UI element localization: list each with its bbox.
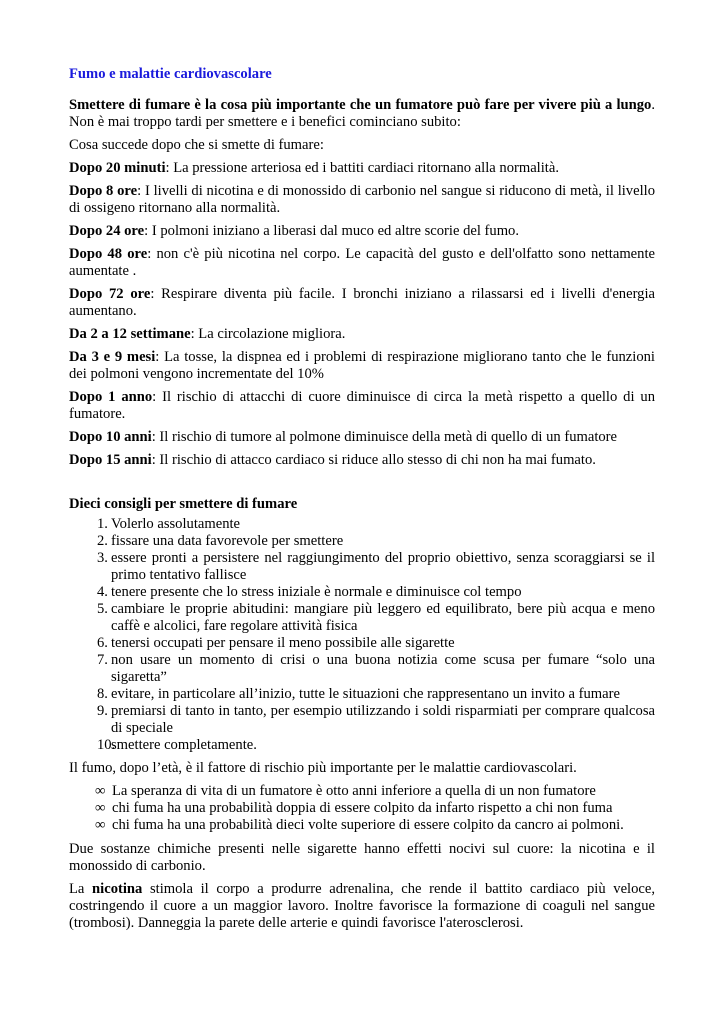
timeline-item (69, 429, 655, 446)
timeline-item (69, 349, 655, 383)
list-number: 2. (97, 533, 108, 549)
tips-heading: Dieci consigli per smettere di fumare (69, 496, 298, 512)
timeline-item (69, 246, 655, 280)
timeline-label: Dopo 24 ore (69, 223, 145, 239)
timeline-item (69, 183, 655, 217)
timeline-label: Da 2 a 12 settimane (69, 326, 191, 342)
nicotine-paragraph (69, 881, 655, 932)
timeline-item (69, 326, 655, 343)
timeline-label: Dopo 8 ore (69, 183, 138, 199)
list-item (69, 783, 655, 800)
tips-list (69, 516, 655, 754)
list-item-text: Volerlo assolutamente (111, 516, 241, 532)
timeline-item (69, 389, 655, 423)
document-page (69, 66, 655, 938)
list-item (69, 817, 655, 834)
list-item-text: premiarsi di tanto in tanto, per esempio utilizzando i soldi risparmiati per comprare qualcosa di speciale (111, 703, 655, 736)
timeline-text: : I polmoni iniziano a liberasi dal muco ed altre scorie del fumo. (144, 223, 520, 239)
timeline-label: Dopo 48 ore (69, 246, 148, 262)
list-item-text: tenere presente che lo stress iniziale è normale e diminuisce col tempo (111, 584, 522, 600)
timeline-text: : La tosse, la dispnea ed i problemi di respirazione migliorano tanto che le funzioni dei polmoni vengono incrementate del 10% (69, 349, 655, 382)
list-item (69, 635, 655, 652)
list-number: 6. (97, 635, 108, 651)
list-item (69, 737, 655, 754)
list-item (69, 584, 655, 601)
list-number: 5. (97, 601, 108, 617)
substances-paragraph: Due sostanze chimiche presenti nelle sigarette hanno effetti nocivi sul cuore: la nicotina e il monossido di carbonio. (69, 841, 655, 874)
timeline-text: : Il rischio di tumore al polmone diminuisce della metà di quello di un fumatore (151, 429, 618, 445)
list-item-text: evitare, in particolare all’inizio, tutte le situazioni che rappresentano un invito a fumare (111, 686, 620, 702)
list-item-text: La speranza di vita di un fumatore è otto anni inferiore a quella di un non fumatore (112, 783, 596, 799)
timeline-label: Dopo 15 anni (69, 452, 152, 468)
intro-paragraph (69, 97, 655, 131)
timeline-item (69, 286, 655, 320)
list-item (69, 601, 655, 635)
infinity-bullet-icon: ∞ (95, 800, 106, 816)
infinity-bullet-icon: ∞ (95, 817, 106, 833)
timeline-text: : Il rischio di attacco cardiaco si riduce allo stesso di chi non ha mai fumato. (151, 452, 596, 468)
question-paragraph: Cosa succede dopo che si smette di fumare: (69, 137, 324, 153)
nicotine-prefix: La (69, 881, 93, 897)
list-item (69, 533, 655, 550)
list-item (69, 703, 655, 737)
list-item (69, 550, 655, 584)
list-item-text: smettere completamente. (111, 737, 257, 753)
list-item-text: fissare una data favorevole per smettere (111, 533, 344, 549)
list-item-text: chi fuma ha una probabilità doppia di essere colpito da infarto rispetto a chi non fuma (112, 800, 613, 816)
list-item (69, 800, 655, 817)
list-number: 7. (97, 652, 108, 668)
list-item-text: tenersi occupati per pensare il meno possibile alle sigarette (111, 635, 455, 651)
timeline-item (69, 223, 655, 240)
timeline-item (69, 160, 655, 177)
list-number: 3. (97, 550, 108, 566)
list-number: 1. (97, 516, 108, 532)
timeline-text: : La pressione arteriosa ed i battiti cardiaci ritornano alla normalità. (165, 160, 559, 176)
list-number: 4. (97, 584, 108, 600)
list-item-text: non usare un momento di crisi o una buona notizia come scusa per fumare “solo una sigaretta” (111, 652, 655, 685)
timeline-text: : I livelli di nicotina e di monossido di carbonio nel sangue si riducono di metà, il livello di ossigeno ritornano alla normalità. (69, 183, 655, 216)
list-item (69, 652, 655, 686)
timeline-label: Dopo 10 anni (69, 429, 152, 445)
risk-intro-paragraph: Il fumo, dopo l’età, è il fattore di rischio più importante per le malattie cardiovascolari. (69, 760, 577, 776)
timeline-text: : Respirare diventa più facile. I bronchi iniziano a rilassarsi ed i livelli d'energia aumentano. (69, 286, 655, 319)
facts-list (69, 783, 655, 834)
list-item-text: essere pronti a persistere nel raggiungimento del proprio obiettivo, senza scoraggiarsi se il primo tentativo fallisce (111, 550, 655, 583)
timeline-text: : La circolazione migliora. (190, 326, 346, 342)
timeline-text: : Il rischio di attacchi di cuore diminuisce di circa la metà rispetto a quello di un fumatore. (69, 389, 655, 422)
list-item-text: cambiare le proprie abitudini: mangiare più leggero ed equilibrato, bere più acqua e meno caffè e alcolici, fare regolare attività fisica (111, 601, 655, 634)
timeline-item (69, 452, 655, 469)
timeline-text: : non c'è più nicotina nel corpo. Le capacità del gusto e dell'olfatto sono nettamente aumentate . (69, 246, 655, 279)
timeline-label: Dopo 20 minuti (69, 160, 166, 176)
intro-rest-text: . Non è mai troppo tardi per smettere e i benefici cominciano subito: (69, 97, 655, 130)
timeline-label: Dopo 72 ore (69, 286, 151, 302)
list-number: 10. (97, 737, 116, 753)
document-title: Fumo e malattie cardiovascolare (69, 66, 272, 82)
nicotine-rest: stimola il corpo a produrre adrenalina, che rende il battito cardiaco più veloce, costringendo il cuore a un maggior lavoro. Inoltre favorisce la formazione di coaguli nel sangue (trombosi). Danneggia la parete delle arterie e quindi favorisce l'aterosclerosi. (69, 881, 655, 931)
nicotine-strong: nicotina (92, 881, 143, 897)
list-item (69, 686, 655, 703)
list-number: 9. (97, 703, 108, 719)
timeline-label: Dopo 1 anno (69, 389, 153, 405)
list-item-text: chi fuma ha una probabilità dieci volte superiore di essere colpito da cancro ai polmoni. (112, 817, 624, 833)
intro-strong-text: Smettere di fumare è la cosa più importante che un fumatore può fare per vivere più a lungo (69, 97, 652, 113)
timeline-label: Da 3 e 9 mesi (69, 349, 156, 365)
infinity-bullet-icon: ∞ (95, 783, 106, 799)
list-number: 8. (97, 686, 108, 702)
list-item (69, 516, 655, 533)
